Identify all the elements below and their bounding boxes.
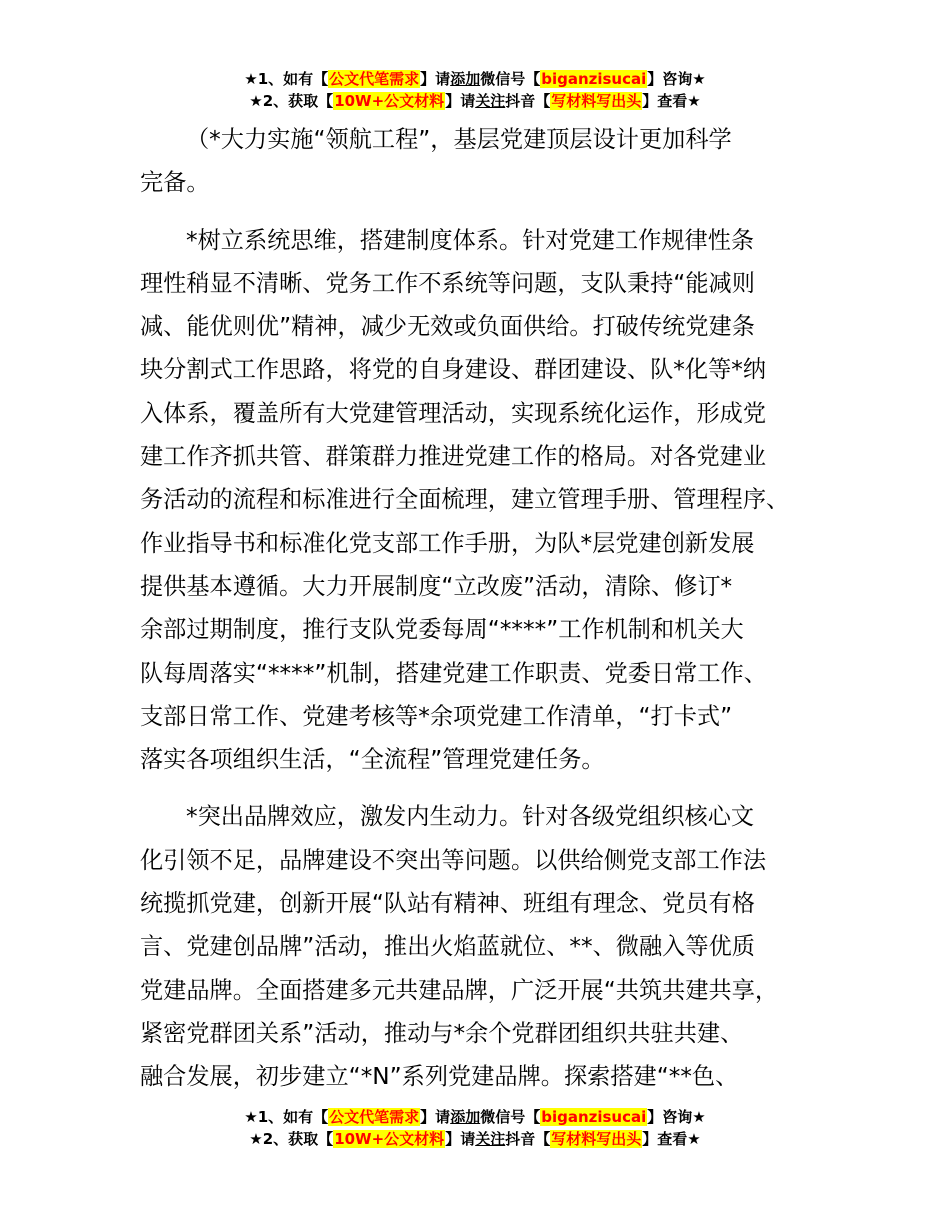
bottom-banner: [0, 1106, 950, 1150]
paragraph-2: [140, 219, 830, 782]
paragraph-1: [140, 118, 830, 205]
text-line: 融合发展，初步建立“*N”系列党建品牌。探索搭建“**色、: [140, 1063, 739, 1091]
banner-text: 】查看★: [642, 1130, 701, 1148]
banner-highlight: 10W+公文材料: [334, 1130, 445, 1148]
banner-underline: 添加: [450, 1108, 481, 1126]
text-line: 理性稍显不清晰、党务工作不系统等问题，支队秉持“能减则: [140, 269, 755, 297]
text-line: 减、能优则优”精神，减少无效或负面供给。打破传统党建条: [140, 313, 755, 341]
text-line: 化引领不足，品牌建设不突出等问题。以供给侧党支部工作法: [140, 846, 767, 874]
paragraph-3: [140, 795, 830, 1098]
text-line: 落实各项组织生活，“全流程”管理党建任务。: [140, 746, 605, 774]
banner-highlight: 写材料写出头: [551, 92, 642, 110]
text-line: 入体系，覆盖所有大党建管理活动，实现系统化运作，形成党: [140, 399, 767, 427]
text-line: 余部过期制度，推行支队党委每周“****”工作机制和机关大: [140, 616, 744, 644]
text-line: 统揽抓党建，创新开展“队站有精神、班组有理念、党员有格: [140, 890, 755, 918]
text-line: *树立系统思维，搭建制度体系。针对党建工作规律性条: [186, 226, 755, 254]
banner-text: 微信号【: [480, 1108, 541, 1126]
banner-line-1: [0, 1106, 950, 1128]
text-line: 完备。: [140, 169, 210, 197]
banner-text: ★1、如有【: [244, 1108, 329, 1126]
text-line: 作业指导书和标准化党支部工作手册，为队*层党建创新发展: [140, 529, 755, 557]
text-line: 块分割式工作思路，将党的自身建设、群团建设、队*化等*纳: [140, 356, 767, 384]
document-body: [140, 118, 830, 1099]
text-line: 党建品牌。全面搭建多元共建品牌，广泛开展“共筑共建共享，: [140, 976, 779, 1004]
text-line: 言、党建创品牌”活动，推出火焰蓝就位、**、微融入等优质: [140, 933, 755, 961]
text-line: 队每周落实“****”机制，搭建党建工作职责、党委日常工作、: [140, 659, 767, 687]
text-line: 提供基本遵循。大力开展制度“立改废”活动，清除、修订*: [140, 572, 733, 600]
text-line: *突出品牌效应，激发内生动力。针对各级党组织核心文: [186, 803, 755, 831]
banner-underline: 添加: [450, 70, 481, 88]
text-line: 支部日常工作、党建考核等*余项党建工作清单，“打卡式”: [140, 702, 733, 730]
banner-text: 】请: [445, 1130, 476, 1148]
banner-text: 】请: [445, 92, 476, 110]
banner-highlight: biganzisucai: [541, 1108, 647, 1126]
banner-text: 】请: [420, 70, 451, 88]
banner-highlight: 公文代笔需求: [329, 1108, 420, 1126]
text-line: 紧密党群团关系”活动，推动与*余个党群团组织共驻共建、: [140, 1019, 744, 1047]
banner-highlight: 公文代笔需求: [329, 70, 420, 88]
banner-text: 】咨询★: [647, 70, 706, 88]
banner-text: 抖音【: [505, 1130, 551, 1148]
banner-text: 】咨询★: [647, 1108, 706, 1126]
banner-line-2: [0, 90, 950, 112]
banner-underline: 关注: [475, 1130, 506, 1148]
banner-text: ★2、获取【: [249, 92, 334, 110]
top-banner: [0, 68, 950, 112]
banner-text: 】查看★: [642, 92, 701, 110]
banner-text: 抖音【: [505, 92, 551, 110]
banner-text: 微信号【: [480, 70, 541, 88]
banner-text: 】请: [420, 1108, 451, 1126]
banner-highlight: 写材料写出头: [551, 1130, 642, 1148]
banner-underline: 关注: [475, 92, 506, 110]
text-line: （*大力实施“领航工程”，基层党建顶层设计更加科学: [186, 126, 732, 153]
text-line: 建工作齐抓共管、群策群力推进党建工作的格局。对各党建业: [140, 443, 767, 471]
banner-line-1: [0, 68, 950, 90]
banner-text: ★1、如有【: [244, 70, 329, 88]
text-line: 务活动的流程和标准进行全面梳理，建立管理手册、管理程序、: [140, 486, 790, 514]
banner-text: ★2、获取【: [249, 1130, 334, 1148]
banner-highlight: biganzisucai: [541, 70, 647, 88]
banner-highlight: 10W+公文材料: [334, 92, 445, 110]
banner-line-2: [0, 1128, 950, 1150]
